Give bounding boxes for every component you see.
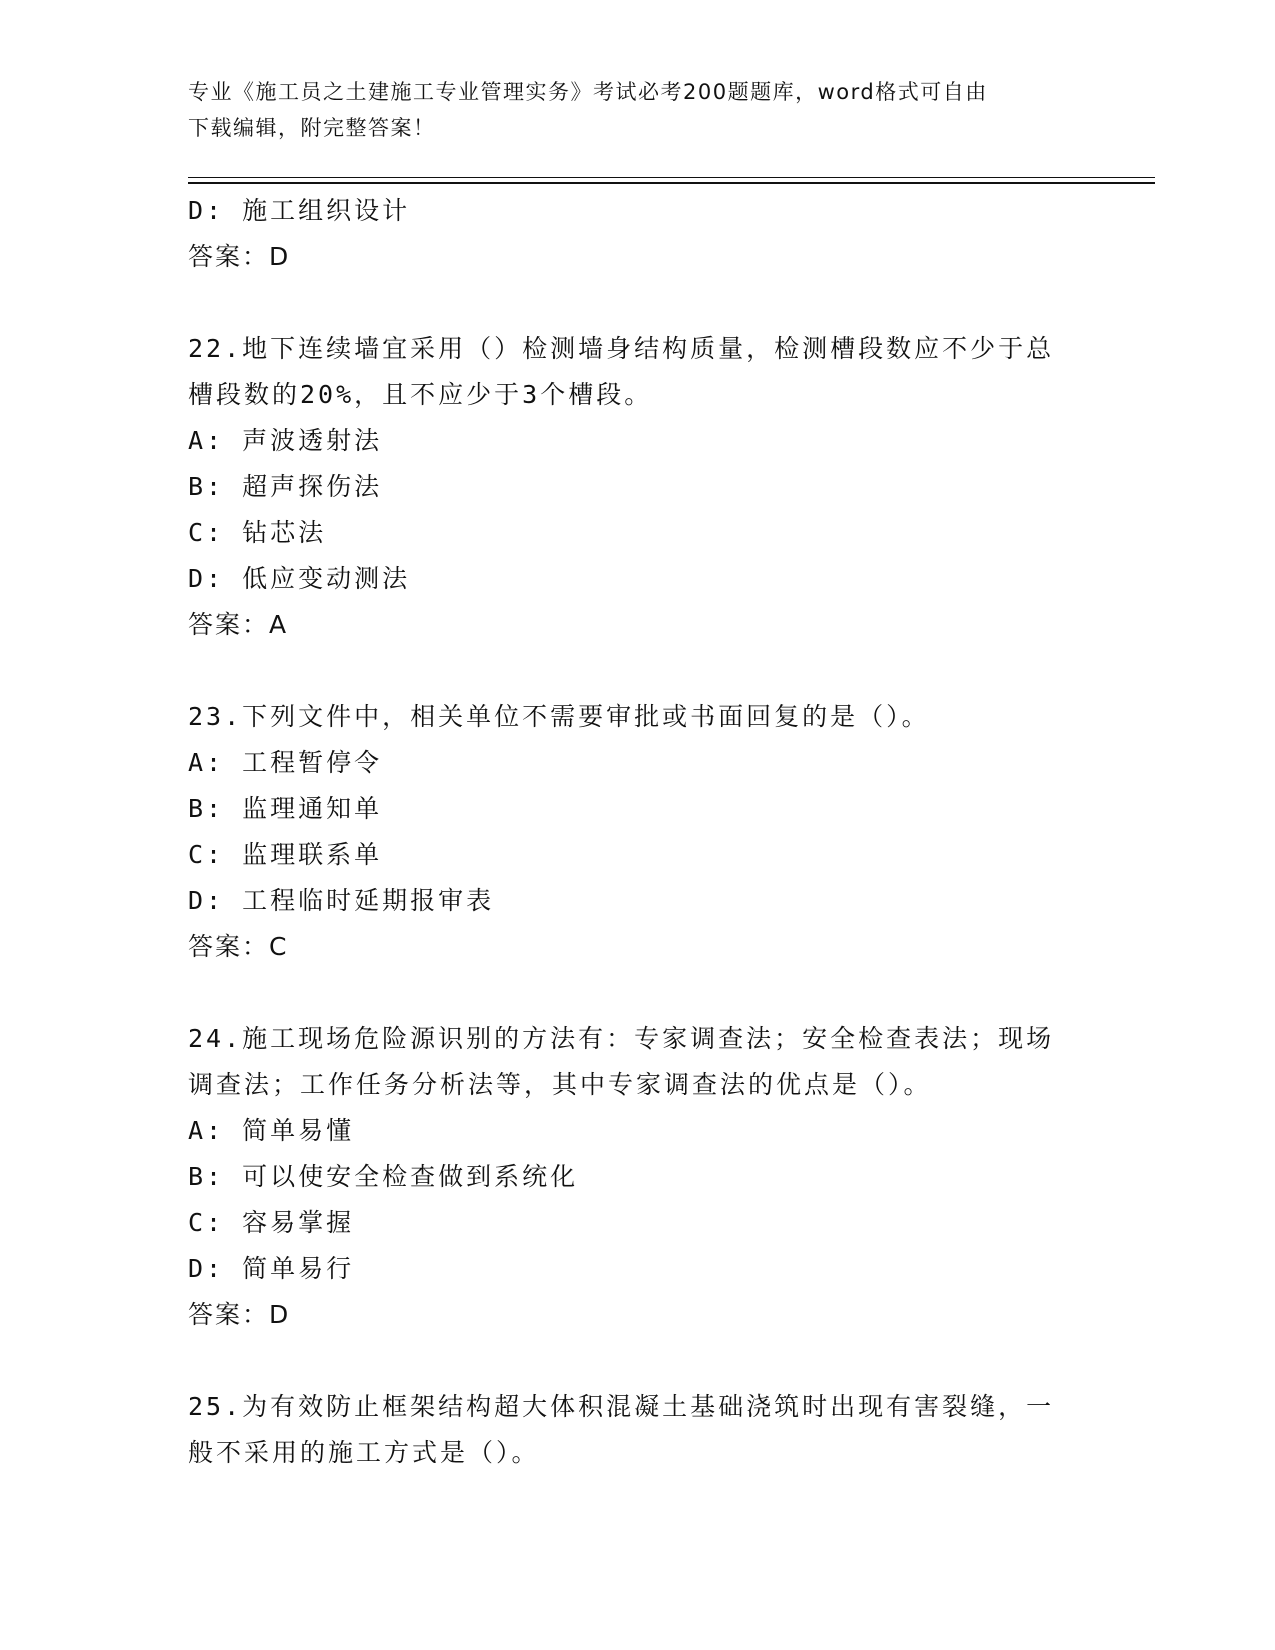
answer-line: 答案：D <box>188 242 291 271</box>
option-c: C: 钻芯法 <box>188 518 327 547</box>
header-line-2: 下载编辑，附完整答案！ <box>188 116 436 140</box>
answer-line: 答案：D <box>188 1300 291 1329</box>
option-b: B: 超声探伤法 <box>188 472 383 501</box>
option-d: D: 工程临时延期报审表 <box>188 886 495 915</box>
option-a: A: 工程暂停令 <box>188 748 383 777</box>
answer-line: 答案：C <box>188 932 289 961</box>
spacer <box>188 280 1088 326</box>
document-body <box>188 188 1088 1476</box>
document-header <box>188 74 1088 146</box>
question-stem: 槽段数的20%，且不应少于3个槽段。 <box>188 380 653 409</box>
spacer <box>188 648 1088 694</box>
option-c: C: 监理联系单 <box>188 840 383 869</box>
question-stem: 25.为有效防止框架结构超大体积混凝土基础浇筑时出现有害裂缝，一 <box>188 1392 1055 1421</box>
option-d: D: 简单易行 <box>188 1254 355 1283</box>
header-divider-thick <box>188 182 1155 184</box>
option-d: D: 施工组织设计 <box>188 196 411 225</box>
option-a: A: 声波透射法 <box>188 426 383 455</box>
spacer <box>188 970 1088 1016</box>
option-a: A: 简单易懂 <box>188 1116 355 1145</box>
question-25 <box>188 1384 1088 1476</box>
question-stem: 般不采用的施工方式是（）。 <box>188 1438 540 1467</box>
answer-line: 答案：A <box>188 610 289 639</box>
header-line-1: 专业《施工员之土建施工专业管理实务》考试必考200题题库，word格式可自由 <box>188 80 988 104</box>
spacer <box>188 1338 1088 1384</box>
question-stem: 24.施工现场危险源识别的方法有：专家调查法；安全检查表法；现场 <box>188 1024 1055 1053</box>
question-23 <box>188 694 1088 970</box>
header-divider-thin <box>188 177 1155 178</box>
option-b: B: 可以使安全检查做到系统化 <box>188 1162 579 1191</box>
question-stem: 22.地下连续墙宜采用（）检测墙身结构质量，检测槽段数应不少于总 <box>188 334 1055 363</box>
option-d: D: 低应变动测法 <box>188 564 411 593</box>
option-b: B: 监理通知单 <box>188 794 383 823</box>
option-c: C: 容易掌握 <box>188 1208 355 1237</box>
question-22 <box>188 326 1088 648</box>
question-stem: 调查法；工作任务分析法等，其中专家调查法的优点是（）。 <box>188 1070 932 1099</box>
question-24 <box>188 1016 1088 1338</box>
question-stem: 23.下列文件中，相关单位不需要审批或书面回复的是（）。 <box>188 702 930 731</box>
